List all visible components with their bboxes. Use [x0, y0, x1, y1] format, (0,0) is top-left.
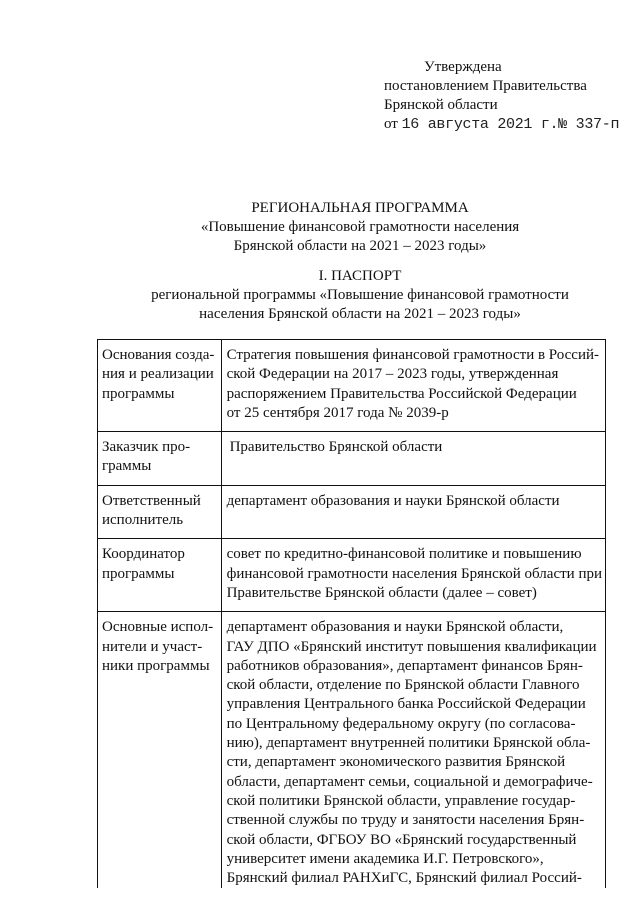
row-label-line: программы — [102, 385, 175, 402]
row-value-line: университет имени академика И.Г. Петровского», — [226, 850, 544, 867]
approval-stamp — [384, 58, 634, 134]
row-value-line: сти, департамент экономического развития Брянской — [226, 754, 566, 771]
table-row-coordinator — [98, 539, 606, 612]
passport-heading-line-1: региональной программы «Повышение финансовой грамотности — [151, 287, 569, 303]
row-value-line: управления Центрального банка Российской Федерации — [226, 696, 586, 713]
row-label-line: ния и реализации — [102, 366, 214, 383]
row-value-cell — [221, 485, 605, 539]
row-value-line: ской политики Брянской области, управление государ- — [226, 792, 576, 809]
program-title-line-3: Брянской области на 2021 – 2023 годы» — [233, 238, 487, 254]
program-title-line-1: РЕГИОНАЛЬНАЯ ПРОГРАММА — [251, 200, 469, 216]
approval-date-stamp: 16 августа 2021 г.№ 337-п — [401, 116, 620, 133]
approval-line-approved: Утверждена — [424, 59, 502, 75]
row-label-line: Координатор — [102, 546, 185, 563]
row-value-line: работников образования», департамент финансов Брян- — [226, 657, 583, 674]
row-value-line: по Центральному федеральному округу (по согласова- — [226, 715, 576, 732]
row-label-cell — [98, 340, 222, 432]
row-value-line: ской области, отделение по Брянской области Главного — [226, 677, 580, 694]
row-value-line: Стратегия повышения финансовой грамотности в Россий- — [226, 347, 600, 363]
approval-date-prefix: от — [384, 116, 398, 132]
row-value-cell — [221, 340, 605, 432]
row-label-line: ники программы — [102, 657, 210, 674]
passport-heading-title: I. ПАСПОРТ — [318, 268, 402, 284]
row-value-line: ственной службы по труду и занятости населения Брян- — [226, 812, 585, 829]
row-value-line: департамент образования и науки Брянской области, — [226, 619, 564, 636]
row-label-line: исполнитель — [102, 512, 184, 529]
row-label-line: Заказчик про- — [102, 439, 191, 456]
approval-date-line — [384, 115, 634, 134]
row-value-line: ской Федерации на 2017 – 2023 годы, утвержденная — [226, 366, 559, 383]
row-label-cell — [98, 485, 222, 539]
row-value-line: совет по кредитно-финансовой политике и повышению — [226, 546, 582, 563]
row-value-cell — [221, 432, 605, 486]
row-value-line: департамент образования и науки Брянской области — [226, 492, 560, 509]
row-label-cell — [98, 612, 222, 889]
row-value-line: Правительство Брянской области — [229, 439, 443, 456]
row-label-line: граммы — [102, 458, 152, 475]
table-row-main-participants — [98, 612, 606, 889]
row-label-cell — [98, 432, 222, 486]
row-value-line: области, департамент семьи, социальной и демографиче- — [226, 773, 593, 790]
row-value-line: ской области, ФГБОУ ВО «Брянский государственный — [226, 831, 577, 848]
program-title-line-2: «Повышение финансовой грамотности населения — [200, 219, 520, 235]
row-value-line: Правительстве Брянской области (далее – совет) — [226, 584, 537, 601]
row-value-line: ГАУ ДПО «Брянский институт повышения квалификации — [226, 638, 597, 655]
row-label-line: программы — [102, 565, 175, 582]
approval-line-resolution: постановлением Правительства — [384, 78, 587, 94]
approval-line-region: Брянской области — [384, 97, 498, 113]
row-label-line: Основания созда- — [102, 347, 215, 363]
table-row-customer — [98, 432, 606, 486]
row-value-line: распоряжением Правительства Российской Федерации — [226, 385, 577, 402]
row-label-cell — [98, 539, 222, 612]
row-value-cell — [221, 612, 605, 889]
row-value-line: Брянский филиал РАНХиГС, Брянский филиал Россий- — [226, 870, 582, 887]
row-label-line: Ответственный — [102, 492, 201, 509]
program-title — [60, 199, 640, 256]
row-value-line: от 25 сентября 2017 года № 2039-р — [226, 404, 449, 421]
row-label-line: Основные испол- — [102, 619, 214, 636]
table-row-responsible-executor — [98, 485, 606, 539]
row-value-line: нию), департамент внутренней политики Брянской обла- — [226, 735, 591, 752]
passport-heading-line-2: населения Брянской области на 2021 – 2023 годы» — [199, 306, 521, 322]
row-label-line: нители и участ- — [102, 638, 203, 655]
passport-heading — [60, 267, 640, 324]
row-value-cell — [221, 539, 605, 612]
row-value-line: финансовой грамотности населения Брянской области при — [226, 565, 602, 582]
passport-table — [97, 339, 606, 888]
table-row-basis — [98, 340, 606, 432]
